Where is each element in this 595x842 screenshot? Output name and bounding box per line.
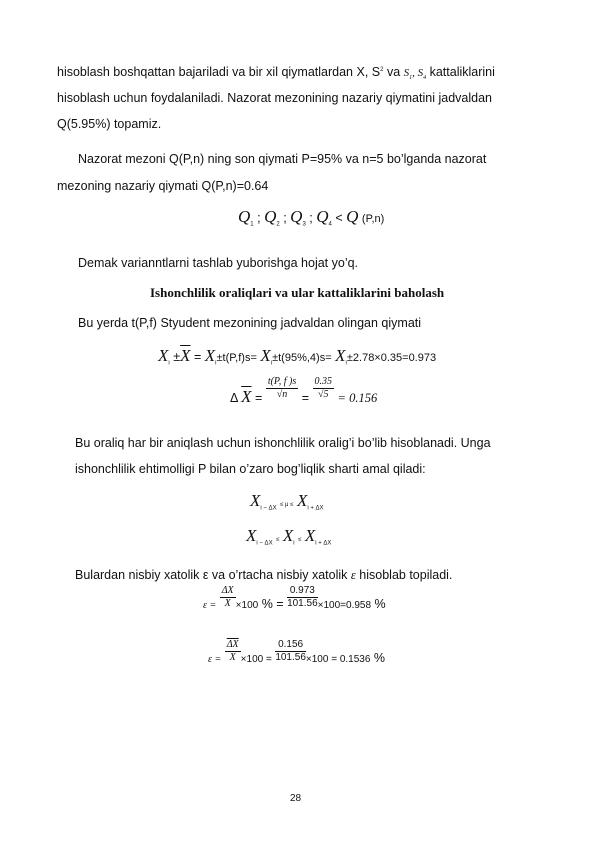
inequality-1: $X_{i - \Delta X} \le \mu \le X_{i + \Delta X}$ bbox=[250, 491, 324, 512]
formula-delta: Δ $\overline{X}$ = $\frac{t(P, f )s}{√n}$ = $\frac{0.35}{√5}$ = 0.156 bbox=[230, 376, 378, 406]
section-heading: Ishonchlilik oraliqlari va ular kattaliklarini baholash bbox=[150, 285, 445, 300]
inequality-2: $X_{i - \Delta X} \le X_i \le X_{i + \Delta X}$ bbox=[246, 526, 332, 547]
text-line: Nazorat mezoni Q(P,n) ning son qiymati P=95% va n=5 bo’lganda nazorat bbox=[78, 152, 487, 166]
text-line: ishonchlilik ehtimolligi P bilan o’zaro bog’liqlik sharti amal qiladi: bbox=[75, 462, 426, 476]
text-line: Q(5.95%) topamiz. bbox=[57, 117, 162, 131]
text-line bbox=[57, 66, 495, 81]
text-line: mezoning nazariy qiymati Q(P,n)=0.64 bbox=[57, 179, 269, 193]
formula-epsilon-2: ε = $\frac{\overline{\Delta X}}{X}$ ×100 = $\frac{0.156}{101.56}$ ×100 = 0.1536 % bbox=[208, 639, 386, 665]
text-fragment: va bbox=[386, 65, 401, 79]
text-fragment: kattaliklarini bbox=[429, 65, 495, 79]
page-number: 28 bbox=[290, 793, 302, 804]
text-line: Bulardan nisbiy xatolik ε va o’rtacha nisbiy xatolik ε hisoblab topiladi. bbox=[75, 568, 453, 582]
formula-q: $Q_1$ ; $Q_2$ ; $Q_3$ ; $Q_4 < Q$ (P,n) bbox=[238, 207, 385, 228]
text-fragment: hisoblash boshqattan bajariladi va bir xil qiymatlardan X, S bbox=[57, 65, 381, 79]
formula-epsilon-1: ε = $\frac{\Delta X}{X}$ ×100 % = $\frac{0.973}{101.56}$ ×100=0.958 % bbox=[203, 585, 386, 611]
text-line: Bu oraliq har bir aniqlash uchun ishonchlilik oralig’i bo’lib hisoblanadi. Unga bbox=[75, 436, 491, 450]
text-line: Bu yerda t(P,f) Styudent mezonining jadvaldan olingan qiymati bbox=[78, 316, 422, 330]
text-line: Demak varianntlarni tashlab yuborishga hojat yo’q. bbox=[78, 256, 359, 270]
s-symbol: $S_1$, $S_4$ bbox=[403, 67, 427, 82]
superscript: 2 bbox=[380, 66, 384, 73]
formula-x: $X_i \pm\overline{X} = X_i\pm t(P,f)s= X_i\pm t(95\%,4)s= X_i\pm 2.78\times 0.35=0.973$ bbox=[158, 346, 437, 367]
text-line: hisoblash uchun foydalaniladi. Nazorat mezonining nazariy qiymatini jadvaldan bbox=[57, 91, 492, 105]
